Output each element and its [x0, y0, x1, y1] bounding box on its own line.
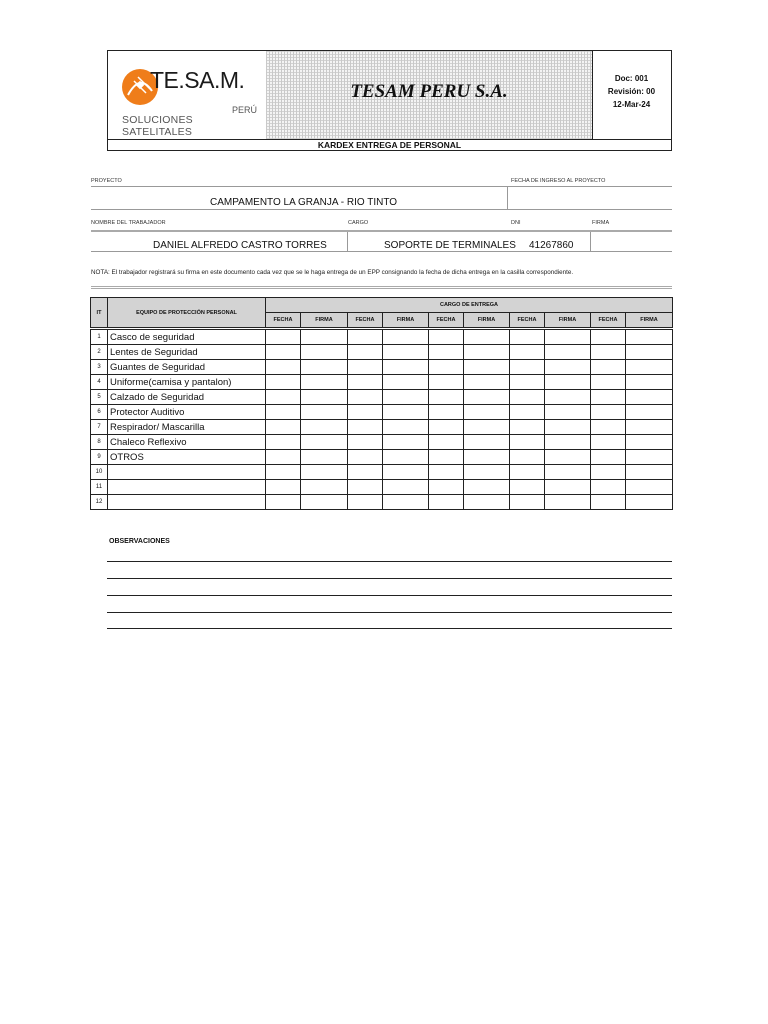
- delivery-date-cell[interactable]: [266, 465, 301, 480]
- delivery-signature-cell[interactable]: [383, 360, 429, 375]
- equipment-name: Lentes de Seguridad: [108, 345, 266, 360]
- delivery-date-cell[interactable]: [429, 465, 464, 480]
- delivery-date-cell[interactable]: [591, 435, 626, 450]
- observation-line[interactable]: [107, 595, 672, 596]
- divider: [91, 230, 672, 232]
- delivery-date-cell[interactable]: [266, 480, 301, 495]
- delivery-signature-cell[interactable]: [464, 345, 510, 360]
- worker-name-label: NOMBRE DEL TRABAJADOR: [91, 220, 166, 226]
- revision-number: Revisión: 00: [607, 87, 656, 96]
- delivery-signature-cell[interactable]: [383, 345, 429, 360]
- delivery-date-cell[interactable]: [266, 360, 301, 375]
- delivery-date-cell[interactable]: [348, 375, 383, 390]
- delivery-date-cell[interactable]: [510, 390, 545, 405]
- delivery-date-cell[interactable]: [429, 360, 464, 375]
- row-number: 1: [91, 330, 108, 345]
- delivery-signature-cell[interactable]: [464, 330, 510, 345]
- delivery-date-cell[interactable]: [591, 495, 626, 510]
- delivery-signature-cell[interactable]: [626, 495, 673, 510]
- delivery-signature-cell[interactable]: [464, 405, 510, 420]
- row-number: 5: [91, 390, 108, 405]
- delivery-signature-cell[interactable]: [301, 495, 348, 510]
- project-value[interactable]: CAMPAMENTO LA GRANJA - RIO TINTO: [210, 197, 398, 208]
- delivery-signature-cell[interactable]: [626, 345, 673, 360]
- delivery-signature-cell[interactable]: [464, 375, 510, 390]
- delivery-date-cell[interactable]: [348, 480, 383, 495]
- delivery-date-cell[interactable]: [510, 495, 545, 510]
- delivery-date-cell[interactable]: [591, 345, 626, 360]
- table-row: [91, 495, 673, 510]
- delivery-date-cell[interactable]: [266, 330, 301, 345]
- delivery-date-cell[interactable]: [591, 420, 626, 435]
- delivery-signature-cell[interactable]: [464, 360, 510, 375]
- column-header-date: FECHA: [510, 313, 545, 328]
- equipment-name: OTROS: [108, 450, 266, 465]
- delivery-date-cell[interactable]: [348, 465, 383, 480]
- observation-line[interactable]: [107, 628, 672, 629]
- delivery-date-cell[interactable]: [429, 330, 464, 345]
- row-number: 11: [91, 480, 108, 495]
- delivery-date-cell[interactable]: [510, 330, 545, 345]
- delivery-signature-cell[interactable]: [301, 360, 348, 375]
- logo-brand: TE.SA.M.: [150, 67, 245, 93]
- worker-position-label: CARGO: [348, 220, 369, 226]
- delivery-signature-cell[interactable]: [464, 435, 510, 450]
- column-header-delivery: CARGO DE ENTREGA: [266, 298, 673, 313]
- delivery-signature-cell[interactable]: [301, 375, 348, 390]
- company-name: TESAM PERU S.A.: [350, 81, 508, 102]
- delivery-signature-cell[interactable]: [626, 420, 673, 435]
- document-header: [107, 50, 672, 151]
- delivery-date-cell[interactable]: [510, 420, 545, 435]
- delivery-signature-cell[interactable]: [545, 450, 591, 465]
- delivery-date-cell[interactable]: [266, 450, 301, 465]
- delivery-date-cell[interactable]: [510, 375, 545, 390]
- row-number: 9: [91, 450, 108, 465]
- delivery-date-cell[interactable]: [591, 465, 626, 480]
- column-header-equipment: EQUIPO DE PROTECCIÓN PERSONAL: [108, 298, 266, 328]
- delivery-signature-cell[interactable]: [301, 465, 348, 480]
- delivery-signature-cell[interactable]: [383, 495, 429, 510]
- delivery-date-cell[interactable]: [348, 405, 383, 420]
- column-header-it: IT: [91, 298, 108, 328]
- delivery-signature-cell[interactable]: [383, 450, 429, 465]
- delivery-signature-cell[interactable]: [464, 450, 510, 465]
- delivery-signature-cell[interactable]: [301, 390, 348, 405]
- delivery-date-cell[interactable]: [266, 390, 301, 405]
- delivery-signature-cell[interactable]: [301, 345, 348, 360]
- observation-line[interactable]: [107, 561, 672, 562]
- logo-country: PERÚ: [232, 105, 258, 115]
- delivery-signature-cell[interactable]: [626, 435, 673, 450]
- delivery-signature-cell[interactable]: [383, 405, 429, 420]
- delivery-signature-cell[interactable]: [301, 450, 348, 465]
- delivery-signature-cell[interactable]: [383, 465, 429, 480]
- worker-signature-label: FIRMA: [592, 220, 610, 226]
- delivery-signature-cell[interactable]: [545, 345, 591, 360]
- company-title-cell: [266, 51, 593, 139]
- delivery-signature-cell[interactable]: [626, 390, 673, 405]
- delivery-date-cell[interactable]: [510, 435, 545, 450]
- delivery-date-cell[interactable]: [510, 480, 545, 495]
- column-header-date: FECHA: [429, 313, 464, 328]
- table-row: [91, 465, 673, 480]
- column-header-date: FECHA: [591, 313, 626, 328]
- delivery-signature-cell[interactable]: [545, 330, 591, 345]
- table-row: [91, 480, 673, 495]
- delivery-signature-cell[interactable]: [545, 480, 591, 495]
- divider: [91, 186, 672, 187]
- delivery-date-cell[interactable]: [348, 345, 383, 360]
- delivery-signature-cell[interactable]: [626, 405, 673, 420]
- delivery-date-cell[interactable]: [266, 435, 301, 450]
- row-number: 4: [91, 375, 108, 390]
- delivery-signature-cell[interactable]: [383, 390, 429, 405]
- delivery-date-cell[interactable]: [348, 330, 383, 345]
- delivery-signature-cell[interactable]: [545, 390, 591, 405]
- delivery-date-cell[interactable]: [429, 480, 464, 495]
- epp-delivery-table: [90, 297, 673, 510]
- row-number: 12: [91, 495, 108, 510]
- delivery-date-cell[interactable]: [348, 420, 383, 435]
- delivery-signature-cell[interactable]: [383, 420, 429, 435]
- instruction-note: NOTA: El trabajador registrará su firma en este documento cada vez que se le haga entrega de un EPP consignando la fecha de dicha entrega en la casilla correspondiente.: [91, 269, 574, 276]
- row-number: 3: [91, 360, 108, 375]
- delivery-signature-cell[interactable]: [301, 480, 348, 495]
- delivery-signature-cell[interactable]: [301, 405, 348, 420]
- delivery-signature-cell[interactable]: [383, 375, 429, 390]
- delivery-signature-cell[interactable]: [464, 480, 510, 495]
- delivery-signature-cell[interactable]: [383, 330, 429, 345]
- delivery-date-cell[interactable]: [348, 435, 383, 450]
- delivery-date-cell[interactable]: [510, 465, 545, 480]
- form-title: KARDEX ENTREGA DE PERSONAL: [108, 139, 671, 152]
- equipment-name: Uniforme(camisa y pantalon): [108, 375, 266, 390]
- delivery-signature-cell[interactable]: [545, 435, 591, 450]
- delivery-signature-cell[interactable]: [464, 465, 510, 480]
- delivery-signature-cell[interactable]: [301, 330, 348, 345]
- column-header-signature: FIRMA: [383, 313, 429, 328]
- divider: [91, 286, 672, 289]
- delivery-date-cell[interactable]: [266, 405, 301, 420]
- column-header-signature: FIRMA: [626, 313, 673, 328]
- delivery-signature-cell[interactable]: [545, 465, 591, 480]
- delivery-date-cell[interactable]: [591, 450, 626, 465]
- equipment-name: Guantes de Seguridad: [108, 360, 266, 375]
- project-label: PROYECTO: [91, 178, 122, 184]
- delivery-signature-cell[interactable]: [301, 420, 348, 435]
- delivery-date-cell[interactable]: [348, 495, 383, 510]
- revision-date: 12-Mar-24: [612, 100, 651, 109]
- table-row: [91, 360, 673, 375]
- delivery-date-cell[interactable]: [266, 375, 301, 390]
- column-header-date: FECHA: [266, 313, 301, 328]
- delivery-date-cell[interactable]: [510, 345, 545, 360]
- delivery-date-cell[interactable]: [429, 450, 464, 465]
- worker-name-value[interactable]: DANIEL ALFREDO CASTRO TORRES: [153, 240, 327, 251]
- table-row: [91, 375, 673, 390]
- equipment-name: Chaleco Reflexivo: [108, 435, 266, 450]
- table-row: [91, 405, 673, 420]
- table-row: [91, 345, 673, 360]
- entry-date-label: FECHA DE INGRESO AL PROYECTO: [511, 178, 606, 184]
- row-number: 10: [91, 465, 108, 480]
- delivery-date-cell[interactable]: [591, 330, 626, 345]
- observation-line[interactable]: [107, 612, 672, 613]
- divider: [590, 232, 591, 251]
- delivery-signature-cell[interactable]: [464, 420, 510, 435]
- divider: [347, 232, 348, 251]
- table-row: [91, 420, 673, 435]
- delivery-date-cell[interactable]: [429, 345, 464, 360]
- delivery-date-cell[interactable]: [510, 450, 545, 465]
- delivery-signature-cell[interactable]: [626, 330, 673, 345]
- delivery-signature-cell[interactable]: [301, 435, 348, 450]
- row-number: 8: [91, 435, 108, 450]
- equipment-name: [108, 495, 266, 510]
- logo-cell: [108, 51, 267, 139]
- delivery-date-cell[interactable]: [510, 360, 545, 375]
- delivery-signature-cell[interactable]: [626, 450, 673, 465]
- divider: [507, 187, 508, 209]
- equipment-name: Casco de seguridad: [108, 330, 266, 345]
- delivery-date-cell[interactable]: [591, 405, 626, 420]
- delivery-date-cell[interactable]: [591, 480, 626, 495]
- delivery-signature-cell[interactable]: [545, 360, 591, 375]
- delivery-date-cell[interactable]: [266, 495, 301, 510]
- worker-dni-value[interactable]: 41267860: [529, 240, 574, 251]
- table-row: [91, 390, 673, 405]
- delivery-signature-cell[interactable]: [626, 375, 673, 390]
- delivery-signature-cell[interactable]: [464, 495, 510, 510]
- delivery-signature-cell[interactable]: [545, 375, 591, 390]
- logo-tagline: SOLUCIONES SATELITALES: [122, 114, 193, 138]
- equipment-name: Respirador/ Mascarilla: [108, 420, 266, 435]
- doc-info-cell: [592, 51, 671, 139]
- column-header-signature: FIRMA: [545, 313, 591, 328]
- delivery-signature-cell[interactable]: [545, 405, 591, 420]
- table-row: [91, 450, 673, 465]
- delivery-date-cell[interactable]: [510, 405, 545, 420]
- table-row: [91, 330, 673, 345]
- delivery-date-cell[interactable]: [348, 450, 383, 465]
- equipment-name: [108, 465, 266, 480]
- delivery-date-cell[interactable]: [591, 390, 626, 405]
- delivery-date-cell[interactable]: [348, 390, 383, 405]
- equipment-name: Protector Auditivo: [108, 405, 266, 420]
- row-number: 6: [91, 405, 108, 420]
- column-header-signature: FIRMA: [464, 313, 510, 328]
- delivery-signature-cell[interactable]: [464, 390, 510, 405]
- worker-dni-label: DNI: [511, 220, 521, 226]
- delivery-signature-cell[interactable]: [383, 480, 429, 495]
- column-header-signature: FIRMA: [301, 313, 348, 328]
- equipment-name: [108, 480, 266, 495]
- divider: [91, 251, 672, 252]
- observations-label: OBSERVACIONES: [109, 538, 170, 545]
- delivery-signature-cell[interactable]: [545, 420, 591, 435]
- observation-line[interactable]: [107, 578, 672, 579]
- delivery-date-cell[interactable]: [429, 405, 464, 420]
- doc-number: Doc: 001: [614, 74, 649, 83]
- delivery-signature-cell[interactable]: [626, 465, 673, 480]
- equipment-name: Calzado de Seguridad: [108, 390, 266, 405]
- delivery-date-cell[interactable]: [429, 375, 464, 390]
- delivery-date-cell[interactable]: [266, 345, 301, 360]
- delivery-signature-cell[interactable]: [626, 480, 673, 495]
- delivery-date-cell[interactable]: [266, 420, 301, 435]
- table-row: [91, 435, 673, 450]
- delivery-signature-cell[interactable]: [545, 495, 591, 510]
- worker-position-value[interactable]: SOPORTE DE TERMINALES: [384, 240, 516, 251]
- row-number: 2: [91, 345, 108, 360]
- delivery-date-cell[interactable]: [429, 435, 464, 450]
- delivery-date-cell[interactable]: [429, 390, 464, 405]
- delivery-signature-cell[interactable]: [626, 360, 673, 375]
- row-number: 7: [91, 420, 108, 435]
- delivery-date-cell[interactable]: [591, 360, 626, 375]
- delivery-date-cell[interactable]: [429, 495, 464, 510]
- delivery-date-cell[interactable]: [591, 375, 626, 390]
- delivery-date-cell[interactable]: [348, 360, 383, 375]
- delivery-signature-cell[interactable]: [383, 435, 429, 450]
- divider: [91, 209, 672, 210]
- delivery-date-cell[interactable]: [429, 420, 464, 435]
- column-header-date: FECHA: [348, 313, 383, 328]
